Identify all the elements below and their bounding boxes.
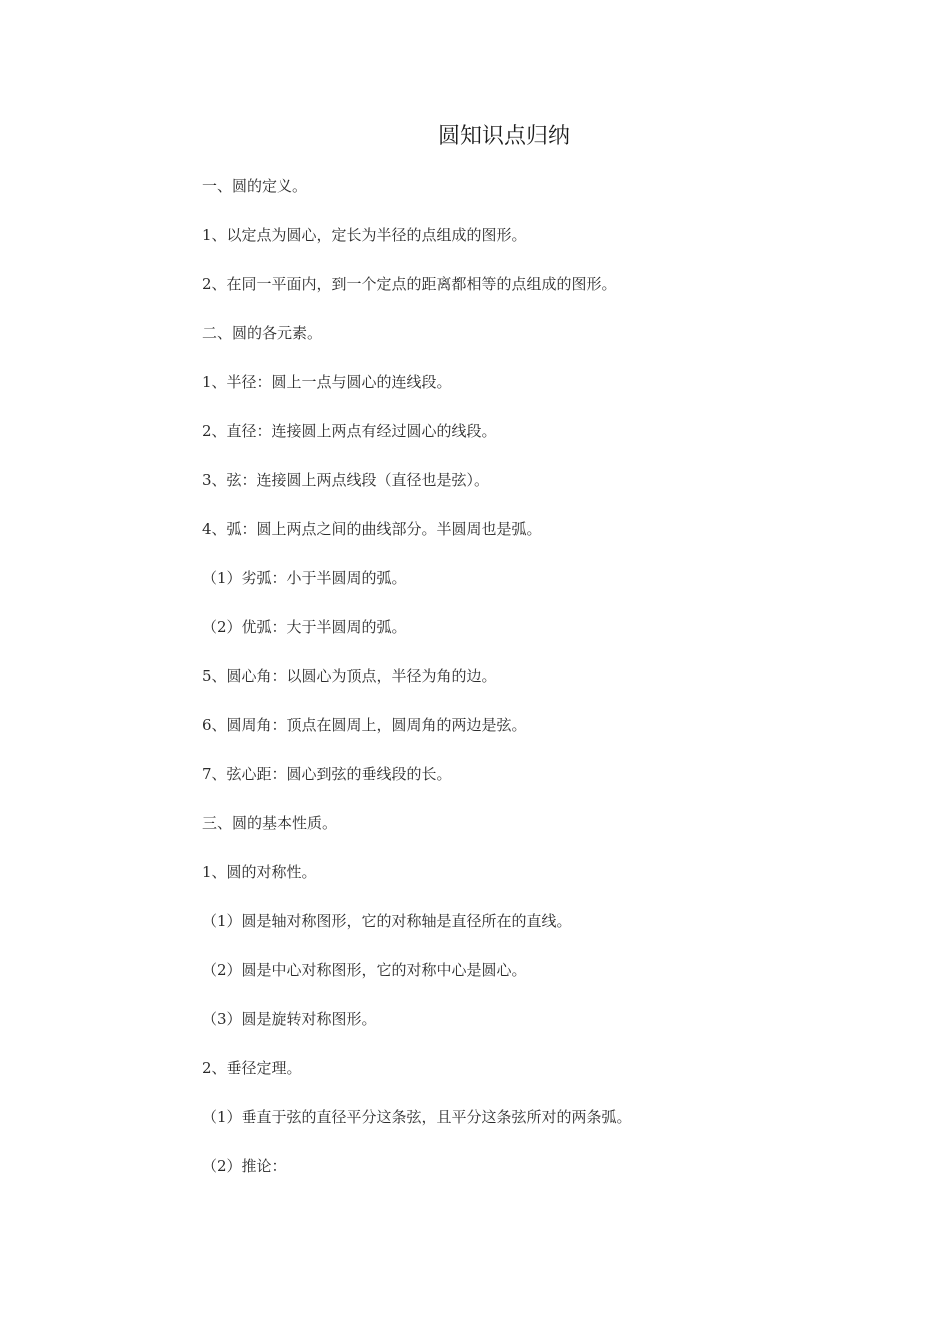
text-line: 2、在同一平面内，到一个定点的距离都相等的点组成的图形。 (202, 275, 617, 293)
text-line: 5、圆心角：以圆心为顶点，半径为角的边。 (202, 667, 497, 685)
text-line: 1、圆的对称性。 (202, 863, 317, 881)
text-line: 1、半径：圆上一点与圆心的连线段。 (202, 373, 452, 391)
document-body (202, 170, 902, 1199)
section-heading: 三、圆的基本性质。 (202, 814, 338, 832)
text-line: 4、弧：圆上两点之间的曲线部分。半圆周也是弧。 (202, 520, 542, 538)
section-heading: 二、圆的各元素。 (202, 324, 323, 342)
text-line: （2）推论： (202, 1157, 287, 1175)
text-line: （2）圆是中心对称图形，它的对称中心是圆心。 (202, 961, 527, 979)
text-line: 6、圆周角：顶点在圆周上，圆周角的两边是弦。 (202, 716, 527, 734)
text-line: （1）垂直于弦的直径平分这条弦，且平分这条弦所对的两条弧。 (202, 1108, 632, 1126)
text-line: （2）优弧：大于半圆周的弧。 (202, 618, 407, 636)
text-line: 1、以定点为圆心，定长为半径的点组成的图形。 (202, 226, 527, 244)
text-line: 2、直径：连接圆上两点有经过圆心的线段。 (202, 422, 497, 440)
section-heading: 一、圆的定义。 (202, 177, 308, 195)
text-line: （1）劣弧：小于半圆周的弧。 (202, 569, 407, 587)
text-line: 7、弦心距：圆心到弦的垂线段的长。 (202, 765, 452, 783)
text-line: 2、垂径定理。 (202, 1059, 302, 1077)
document-title: 圆知识点归纳 (437, 124, 570, 149)
text-line: 3、弦：连接圆上两点线段（直径也是弦）。 (202, 471, 490, 489)
text-line: （3）圆是旋转对称图形。 (202, 1010, 377, 1028)
text-line: （1）圆是轴对称图形，它的对称轴是直径所在的直线。 (202, 912, 572, 930)
